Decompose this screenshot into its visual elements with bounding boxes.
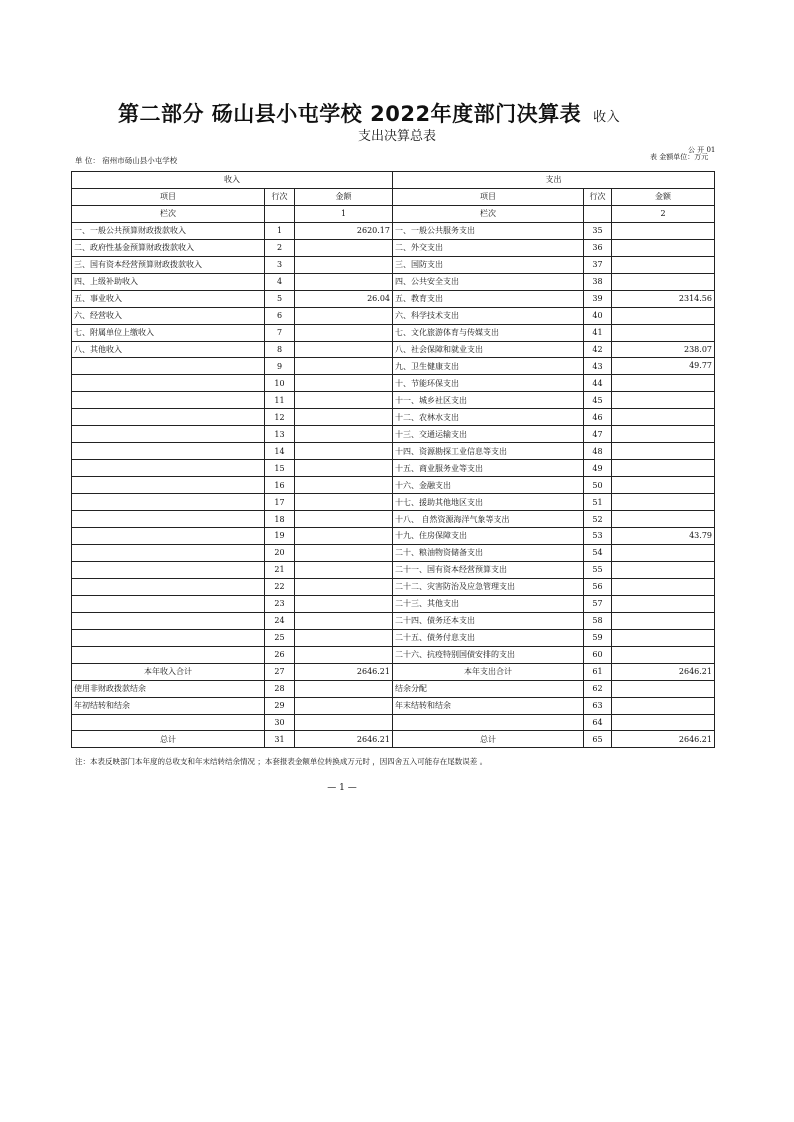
income-row-number: 11 <box>265 392 295 409</box>
expense-amount <box>612 426 715 443</box>
expense-item: 二十一、国有资本经营预算支出 <box>393 561 584 578</box>
income-row-number: 6 <box>265 307 295 324</box>
income-amount <box>295 477 393 494</box>
expense-item: 本年支出合计 <box>393 663 584 680</box>
title-suffix: 收入 <box>593 110 621 125</box>
expense-row-number: 43 <box>584 358 612 375</box>
page-number: — 1 — <box>327 783 357 793</box>
table-row <box>72 392 715 409</box>
income-item <box>72 460 265 477</box>
table-row <box>72 222 715 239</box>
table-row <box>72 629 715 646</box>
table-row <box>72 511 715 528</box>
expense-row-number: 36 <box>584 239 612 256</box>
income-item: 本年收入合计 <box>72 663 265 680</box>
income-amount <box>295 646 393 663</box>
expense-amount <box>612 256 715 273</box>
expense-amount <box>612 697 715 714</box>
expense-amount <box>612 511 715 528</box>
expense-row-number: 54 <box>584 544 612 561</box>
expense-row-number: 51 <box>584 494 612 511</box>
expense-item: 十五、商业服务业等支出 <box>393 460 584 477</box>
expense-item: 二十六、抗疫特别国债安排的支出 <box>393 646 584 663</box>
table-row <box>72 358 715 375</box>
expense-row-number: 65 <box>584 731 612 748</box>
expense-amount <box>612 222 715 239</box>
expense-item: 十六、金融支出 <box>393 477 584 494</box>
expense-item: 五、教育支出 <box>393 290 584 307</box>
expense-header: 支出 <box>393 172 715 189</box>
income-row-number: 21 <box>265 561 295 578</box>
income-row-number: 18 <box>265 511 295 528</box>
income-item: 六、经营收入 <box>72 307 265 324</box>
income-item <box>72 561 265 578</box>
expense-amount: 43.79 <box>612 528 715 545</box>
table-row <box>72 544 715 561</box>
income-item: 使用非财政拨款结余 <box>72 680 265 697</box>
table-row <box>72 239 715 256</box>
income-row-number: 4 <box>265 273 295 290</box>
table-row <box>72 697 715 714</box>
income-row-number: 28 <box>265 680 295 697</box>
table-row <box>72 595 715 612</box>
expense-row-number: 58 <box>584 612 612 629</box>
expense-item: 十八、 自然资源海洋气象等支出 <box>393 511 584 528</box>
income-index-label: 栏次 <box>72 205 265 222</box>
income-item <box>72 375 265 392</box>
income-amount <box>295 239 393 256</box>
expense-amount <box>612 494 715 511</box>
expense-row-number: 49 <box>584 460 612 477</box>
income-row-number: 5 <box>265 290 295 307</box>
table-row <box>72 341 715 358</box>
table-row <box>72 460 715 477</box>
expense-item: 六、科学技术支出 <box>393 307 584 324</box>
expense-item: 十四、资源勘探工业信息等支出 <box>393 443 584 460</box>
income-item <box>72 629 265 646</box>
expense-item: 七、文化旅游体育与传媒支出 <box>393 324 584 341</box>
table-row <box>72 731 715 748</box>
table-row <box>72 714 715 731</box>
income-amount <box>295 273 393 290</box>
income-amount <box>295 307 393 324</box>
unit-label: 单 位： 宿州市砀山县小屯学校 <box>75 156 178 165</box>
income-amount <box>295 561 393 578</box>
income-amount <box>295 494 393 511</box>
income-amount <box>295 595 393 612</box>
income-item <box>72 544 265 561</box>
income-amount <box>295 426 393 443</box>
table-row <box>72 612 715 629</box>
income-amount: 2646.21 <box>295 663 393 680</box>
income-header: 收入 <box>72 172 393 189</box>
expense-amount: 2314.56 <box>612 290 715 307</box>
expense-row-number: 45 <box>584 392 612 409</box>
income-item <box>72 578 265 595</box>
table-row <box>72 256 715 273</box>
income-amount <box>295 392 393 409</box>
expense-amount: 238.07 <box>612 341 715 358</box>
expense-row-number: 37 <box>584 256 612 273</box>
table-row <box>72 375 715 392</box>
income-item <box>72 494 265 511</box>
income-amount <box>295 511 393 528</box>
expense-row-number: 48 <box>584 443 612 460</box>
income-item <box>72 426 265 443</box>
income-row-number: 2 <box>265 239 295 256</box>
income-row-number: 23 <box>265 595 295 612</box>
income-col-row: 行次 <box>265 188 295 205</box>
expense-amount <box>612 443 715 460</box>
income-item: 四、上级补助收入 <box>72 273 265 290</box>
income-row-number: 30 <box>265 714 295 731</box>
income-index-empty <box>265 205 295 222</box>
income-col-index: 1 <box>295 205 393 222</box>
income-row-number: 27 <box>265 663 295 680</box>
expense-amount <box>612 629 715 646</box>
expense-row-number: 40 <box>584 307 612 324</box>
income-amount <box>295 680 393 697</box>
income-row-number: 31 <box>265 731 295 748</box>
income-item: 八、其他收入 <box>72 341 265 358</box>
income-amount <box>295 443 393 460</box>
income-row-number: 24 <box>265 612 295 629</box>
income-row-number: 10 <box>265 375 295 392</box>
expense-item: 十、节能环保支出 <box>393 375 584 392</box>
expense-index-label: 栏次 <box>393 205 584 222</box>
title-text: 第二部分 砀山县小屯学校 2022年度部门决算表 <box>118 102 582 126</box>
expense-row-number: 55 <box>584 561 612 578</box>
expense-amount <box>612 561 715 578</box>
expense-item: 二十四、债务还本支出 <box>393 612 584 629</box>
expense-item: 二、外交支出 <box>393 239 584 256</box>
income-item: 七、附属单位上缴收入 <box>72 324 265 341</box>
expense-row-number: 35 <box>584 222 612 239</box>
income-amount <box>295 578 393 595</box>
income-row-number: 22 <box>265 578 295 595</box>
income-col-amount: 金额 <box>295 188 393 205</box>
income-row-number: 13 <box>265 426 295 443</box>
income-row-number: 20 <box>265 544 295 561</box>
expense-row-number: 61 <box>584 663 612 680</box>
expense-item: 十七、援助其他地区支出 <box>393 494 584 511</box>
expense-amount <box>612 273 715 290</box>
table-row <box>72 290 715 307</box>
income-row-number: 19 <box>265 528 295 545</box>
expense-row-number: 46 <box>584 409 612 426</box>
expense-item: 二十五、债务付息支出 <box>393 629 584 646</box>
income-item <box>72 612 265 629</box>
expense-item: 一、一般公共服务支出 <box>393 222 584 239</box>
income-row-number: 14 <box>265 443 295 460</box>
income-amount <box>295 714 393 731</box>
table-row <box>72 477 715 494</box>
expense-row-number: 59 <box>584 629 612 646</box>
income-row-number: 7 <box>265 324 295 341</box>
income-amount <box>295 409 393 426</box>
expense-row-number: 52 <box>584 511 612 528</box>
expense-row-number: 44 <box>584 375 612 392</box>
expense-amount: 2646.21 <box>612 663 715 680</box>
income-amount: 26.04 <box>295 290 393 307</box>
expense-item: 年末结转和结余 <box>393 697 584 714</box>
income-item <box>72 477 265 494</box>
table-row <box>72 680 715 697</box>
income-amount <box>295 341 393 358</box>
expense-amount: 2646.21 <box>612 731 715 748</box>
income-row-number: 3 <box>265 256 295 273</box>
income-amount <box>295 612 393 629</box>
expense-amount <box>612 375 715 392</box>
expense-amount <box>612 578 715 595</box>
income-amount <box>295 324 393 341</box>
expense-item: 八、社会保障和就业支出 <box>393 341 584 358</box>
table-row <box>72 528 715 545</box>
expense-item: 二十三、其他支出 <box>393 595 584 612</box>
income-amount <box>295 358 393 375</box>
expense-item: 结余分配 <box>393 680 584 697</box>
expense-row-number: 50 <box>584 477 612 494</box>
table-section-header-row <box>72 172 715 189</box>
expense-amount <box>612 392 715 409</box>
expense-item: 四、公共安全支出 <box>393 273 584 290</box>
table-index-row <box>72 205 715 222</box>
income-item <box>72 443 265 460</box>
table-row <box>72 663 715 680</box>
income-amount <box>295 375 393 392</box>
income-row-number: 12 <box>265 409 295 426</box>
expense-col-row: 行次 <box>584 188 612 205</box>
expense-amount <box>612 595 715 612</box>
expense-item: 三、国防支出 <box>393 256 584 273</box>
income-amount <box>295 256 393 273</box>
table-row <box>72 494 715 511</box>
table-row <box>72 409 715 426</box>
expense-item: 二十二、灾害防治及应急管理支出 <box>393 578 584 595</box>
expense-item: 九、卫生健康支出 <box>393 358 584 375</box>
expense-row-number: 62 <box>584 680 612 697</box>
expense-amount <box>612 544 715 561</box>
income-item: 总计 <box>72 731 265 748</box>
expense-amount <box>612 307 715 324</box>
income-amount <box>295 528 393 545</box>
expense-index-empty <box>584 205 612 222</box>
table-row <box>72 307 715 324</box>
income-row-number: 16 <box>265 477 295 494</box>
income-item <box>72 511 265 528</box>
income-amount <box>295 544 393 561</box>
expense-row-number: 57 <box>584 595 612 612</box>
expense-amount <box>612 239 715 256</box>
table-row <box>72 426 715 443</box>
expense-amount: 49.77 <box>612 358 715 375</box>
income-col-item: 项目 <box>72 188 265 205</box>
expense-row-number: 63 <box>584 697 612 714</box>
expense-col-index: 2 <box>612 205 715 222</box>
expense-row-number: 56 <box>584 578 612 595</box>
expense-amount <box>612 680 715 697</box>
expense-item: 十一、城乡社区支出 <box>393 392 584 409</box>
income-item: 一、一般公共预算财政拨款收入 <box>72 222 265 239</box>
expense-amount <box>612 646 715 663</box>
table-row <box>72 273 715 290</box>
expense-item: 二十、粮油物资储备支出 <box>393 544 584 561</box>
income-row-number: 17 <box>265 494 295 511</box>
expense-item: 十九、住房保障支出 <box>393 528 584 545</box>
expense-amount <box>612 477 715 494</box>
income-item <box>72 528 265 545</box>
table-row <box>72 578 715 595</box>
expense-row-number: 64 <box>584 714 612 731</box>
table-row <box>72 324 715 341</box>
amount-unit-label: 表 金额单位：万元 <box>650 153 709 161</box>
expense-row-number: 41 <box>584 324 612 341</box>
expense-item: 十二、农林水支出 <box>393 409 584 426</box>
table-row <box>72 646 715 663</box>
table-column-header-row <box>72 188 715 205</box>
expense-row-number: 38 <box>584 273 612 290</box>
expense-col-item: 项目 <box>393 188 584 205</box>
table-row <box>72 443 715 460</box>
income-item <box>72 358 265 375</box>
income-row-number: 1 <box>265 222 295 239</box>
table-row <box>72 561 715 578</box>
income-item <box>72 714 265 731</box>
income-amount <box>295 697 393 714</box>
income-amount: 2646.21 <box>295 731 393 748</box>
expense-col-amount: 金额 <box>612 188 715 205</box>
income-row-number: 9 <box>265 358 295 375</box>
expense-row-number: 53 <box>584 528 612 545</box>
expense-row-number: 39 <box>584 290 612 307</box>
income-item: 三、国有资本经营预算财政拨款收入 <box>72 256 265 273</box>
income-item <box>72 409 265 426</box>
table-note: 注：本表反映部门本年度的总收支和年末结转结余情况 ；本套报表金额单位转换成万元时 ，因四舍五入可能存在尾数误差 。 <box>75 757 488 766</box>
income-item: 二、政府性基金预算财政拨款收入 <box>72 239 265 256</box>
expense-row-number: 42 <box>584 341 612 358</box>
income-row-number: 29 <box>265 697 295 714</box>
income-amount <box>295 629 393 646</box>
expense-item: 十三、交通运输支出 <box>393 426 584 443</box>
income-row-number: 26 <box>265 646 295 663</box>
expense-row-number: 47 <box>584 426 612 443</box>
page-title <box>118 98 620 128</box>
expense-row-number: 60 <box>584 646 612 663</box>
income-row-number: 15 <box>265 460 295 477</box>
expense-item <box>393 714 584 731</box>
expense-amount <box>612 714 715 731</box>
expense-amount <box>612 460 715 477</box>
income-item <box>72 595 265 612</box>
form-code: 公 开 01 <box>688 146 716 154</box>
income-amount: 2620.17 <box>295 222 393 239</box>
expense-item: 总计 <box>393 731 584 748</box>
income-amount <box>295 460 393 477</box>
expense-amount <box>612 612 715 629</box>
expense-amount <box>612 324 715 341</box>
income-item <box>72 392 265 409</box>
expense-amount <box>612 409 715 426</box>
budget-summary-table <box>71 171 715 748</box>
income-row-number: 8 <box>265 341 295 358</box>
page-subtitle: 支出决算总表 <box>357 129 436 144</box>
income-item <box>72 646 265 663</box>
income-row-number: 25 <box>265 629 295 646</box>
income-item: 五、事业收入 <box>72 290 265 307</box>
income-item: 年初结转和结余 <box>72 697 265 714</box>
